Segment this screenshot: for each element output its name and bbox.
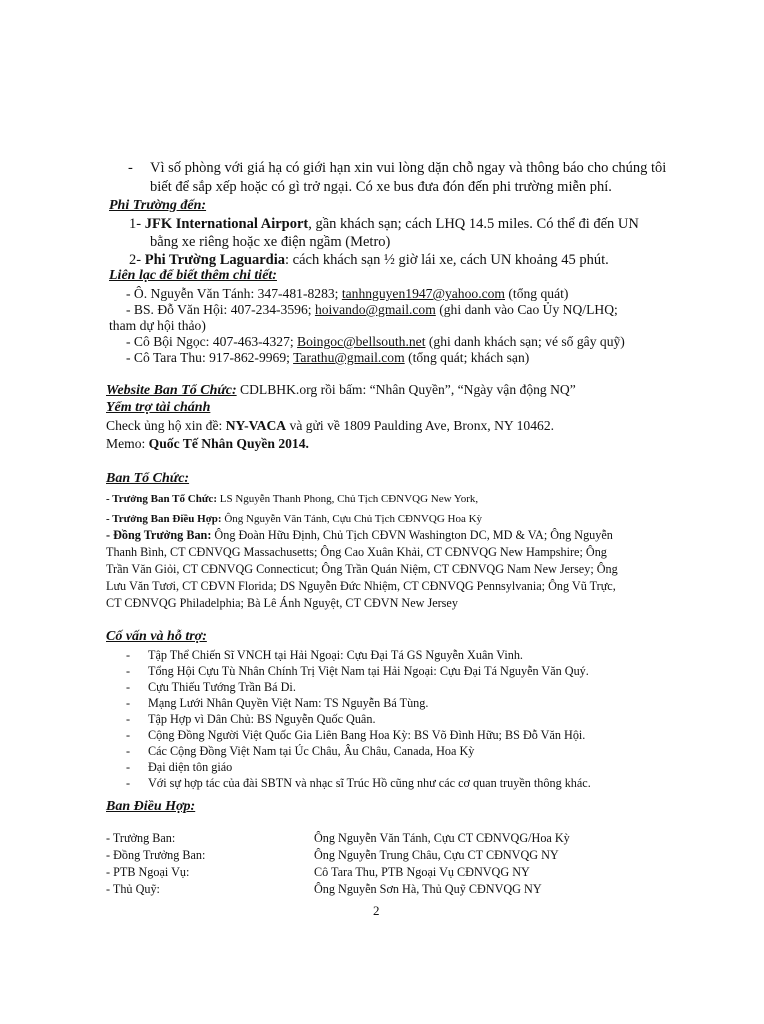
advisor-bullet: -	[126, 744, 131, 758]
organizer-1-name: LS Nguyễn Thanh Phong, Chủ Tịch CĐNVQG New York,	[216, 493, 479, 505]
advisor-item-text: Đại diện tôn giáo	[148, 760, 233, 774]
contact-3-email[interactable]: Boingoc@bellsouth.net	[297, 334, 426, 349]
advisor-bullet: -	[126, 696, 131, 710]
airport-item-2	[129, 252, 609, 269]
contact-2-email[interactable]: hoivando@gmail.com	[314, 302, 436, 317]
contact-3-note: (ghi danh khách sạn; vé số gây quỹ)	[425, 334, 625, 349]
intro-line-2: biết để sắp xếp hoặc có gì trở ngại. Có xe bus đưa đón đến phi trường miễn phí.	[150, 179, 612, 195]
advisor-item	[126, 664, 589, 679]
advisor-item	[126, 648, 523, 663]
coordination-person: Ông Nguyễn Sơn Hà, Thủ Quỹ CĐNVQG NY	[314, 882, 542, 896]
coordination-person: Cô Tara Thu, PTB Ngoại Vụ CĐNVQG NY	[314, 865, 530, 879]
advisor-item	[126, 696, 428, 711]
finance-heading: Yểm trợ tài chánh	[106, 400, 211, 415]
airports-heading: Phi Trường đến:	[109, 198, 207, 213]
organizer-2-name: Ông Nguyễn Văn Tánh, Cựu Chủ Tịch CĐNVQG Hoa Kỳ	[221, 513, 483, 525]
coordination-person: Ông Nguyễn Văn Tánh, Cựu CT CĐNVQG/Hoa Kỳ	[314, 831, 570, 845]
coordination-heading: Ban Điều Hợp:	[106, 799, 196, 814]
contacts-heading: Liên lạc để biết thêm chi tiết:	[109, 268, 277, 283]
contact-4	[126, 350, 529, 366]
advisor-item-text: Mạng Lưới Nhân Quyền Việt Nam: TS Nguyễn Bá Tùng.	[148, 696, 429, 710]
advisor-item-text: Cộng Đồng Người Việt Quốc Gia Liên Bang Hoa Kỳ: BS Võ Đình Hữu; BS Đỗ Văn Hội.	[148, 728, 586, 742]
advisor-item-text: Với sự hợp tác của đài SBTN và nhạc sĩ Trúc Hồ cũng như các cơ quan truyền thông khác.	[148, 776, 591, 790]
advisor-bullet: -	[126, 648, 131, 662]
advisor-item-text: Tập Hợp vì Dân Chủ: BS Nguyễn Quốc Quân.	[148, 712, 376, 726]
advisor-bullet: -	[126, 776, 131, 790]
contact-2	[126, 302, 618, 318]
organizer-2-role: - Trưởng Ban Điều Hợp:	[106, 513, 222, 525]
airport-2-details: : cách khách sạn ½ giờ lái xe, cách UN khoảng 45 phút.	[285, 252, 609, 268]
check-label: Check ủng hộ xin đề:	[106, 418, 226, 433]
advisor-item-text: Tập Thể Chiến Sĩ VNCH tại Hải Ngoại: Cựu Đại Tá GS Nguyễn Xuân Vinh.	[148, 648, 523, 662]
website-text: CDLBHK.org rồi bấm: “Nhân Quyền”, “Ngày vận động NQ”	[236, 382, 576, 397]
memo-value: Quốc Tế Nhân Quyền 2014.	[148, 436, 309, 451]
website-heading: Website Ban Tổ Chức:	[106, 383, 237, 398]
airport-2-number: 2-	[129, 252, 142, 268]
organizer-row-3-line-4: Lưu Văn Tươi, CT CĐVN Florida; DS Nguyễn Đức Nhiệm, CT CĐNVQG Pennsylvania; Ông Vũ Trực,	[106, 579, 616, 593]
contact-2-line-2: tham dự hội thảo)	[109, 318, 206, 333]
coordination-role: - PTB Ngoại Vụ:	[106, 865, 190, 879]
airport-2-name: Phi Trường Laguardia	[144, 252, 285, 268]
organizer-row-1	[106, 493, 478, 505]
organizer-1-role: - Trưởng Ban Tổ Chức:	[106, 493, 217, 505]
organizer-row-3-line-2: Thanh Bình, CT CĐNVQG Massachusetts; Ông Cao Xuân Khải, CT CĐNVQG New Hampshire; Ông	[106, 545, 607, 559]
contact-1	[126, 286, 568, 302]
memo-label: Memo:	[106, 436, 149, 451]
organizer-row-3-line-5: CT CĐNVQG Philadelphia; Bà Lê Ánh Nguyệt, CT CĐVN New Jersey	[106, 596, 458, 610]
advisor-item	[126, 760, 232, 775]
page-number: 2	[373, 903, 380, 918]
organizer-row-2	[106, 513, 482, 525]
contact-3	[126, 334, 625, 350]
advisor-item	[126, 776, 591, 791]
website-line	[106, 382, 576, 399]
advisor-item	[126, 680, 296, 695]
contact-3-text: - Cô Bội Ngọc: 407-463-4327;	[126, 334, 298, 349]
organizers-heading: Ban Tổ Chức:	[106, 471, 190, 486]
coordination-role: - Thủ Quỹ:	[106, 882, 160, 896]
advisor-bullet: -	[126, 680, 131, 694]
advisor-item-text: Cựu Thiếu Tướng Trần Bá Di.	[148, 680, 296, 694]
advisor-item	[126, 728, 585, 743]
contact-1-text: - Ô. Nguyễn Văn Tánh: 347-481-8283;	[126, 286, 342, 301]
coordination-person: Ông Nguyễn Trung Châu, Cựu CT CĐNVQG NY	[314, 848, 559, 862]
check-address: và gửi về 1809 Paulding Ave, Bronx, NY 10462.	[286, 418, 555, 433]
contact-2-text: - BS. Đỗ Văn Hội: 407-234-3596;	[126, 302, 315, 317]
organizer-row-3	[106, 528, 613, 543]
contact-2-note: (ghi danh vào Cao Ủy NQ/LHQ;	[435, 302, 618, 317]
check-line	[106, 418, 554, 434]
advisor-item-text: Tổng Hội Cựu Tù Nhân Chính Trị Việt Nam tại Hải Ngoại: Cựu Đại Tá Nguyễn Văn Quý.	[148, 664, 589, 678]
coordination-role: - Trưởng Ban:	[106, 831, 176, 845]
airport-1-number: 1-	[129, 216, 142, 232]
airport-1-line-2: bằng xe riêng hoặc xe điện ngầm (Metro)	[150, 234, 391, 250]
advisor-bullet: -	[126, 728, 131, 742]
airport-item-1	[129, 216, 639, 233]
organizer-3-names: Ông Đoàn Hữu Định, Chủ Tịch CĐVN Washington DC, MD & VA; Ông Nguyễn	[211, 528, 613, 542]
advisor-item	[126, 744, 474, 759]
contact-4-text: - Cô Tara Thu: 917-862-9969;	[126, 350, 294, 365]
advisor-bullet: -	[126, 760, 131, 774]
airport-1-name: JFK International Airport	[144, 216, 309, 232]
advisor-bullet: -	[126, 712, 131, 726]
memo-line	[106, 436, 309, 452]
advisors-heading: Cố vấn và hỗ trợ:	[106, 629, 207, 644]
contact-1-note: (tổng quát)	[505, 286, 569, 301]
contact-4-note: (tổng quát; khách sạn)	[404, 350, 530, 365]
organizer-row-3-line-3: Trần Văn Giỏi, CT CĐNVQG Connecticut; Ông Trần Quán Niệm, CT CĐNVQG Nam New Jersey; Ông	[106, 562, 618, 576]
contact-1-email[interactable]: tanhnguyen1947@yahoo.com	[341, 286, 505, 301]
check-payee: NY-VACA	[225, 418, 287, 433]
advisor-bullet: -	[126, 664, 131, 678]
advisor-item	[126, 712, 376, 727]
intro-bullet: -	[128, 160, 133, 176]
intro-line-1: Vì số phòng với giá hạ có giới hạn xin vui lòng dặn chỗ ngay và thông báo cho chúng tôi	[150, 160, 667, 176]
coordination-role: - Đồng Trưởng Ban:	[106, 848, 206, 862]
contact-4-email[interactable]: Tarathu@gmail.com	[293, 350, 405, 365]
advisor-item-text: Các Cộng Đồng Việt Nam tại Úc Châu, Âu Châu, Canada, Hoa Kỳ	[148, 744, 475, 758]
airport-1-details: , gần khách sạn; cách LHQ 14.5 miles. Có thể đi đến UN	[308, 216, 639, 232]
organizer-3-role: - Đồng Trưởng Ban:	[106, 528, 212, 542]
